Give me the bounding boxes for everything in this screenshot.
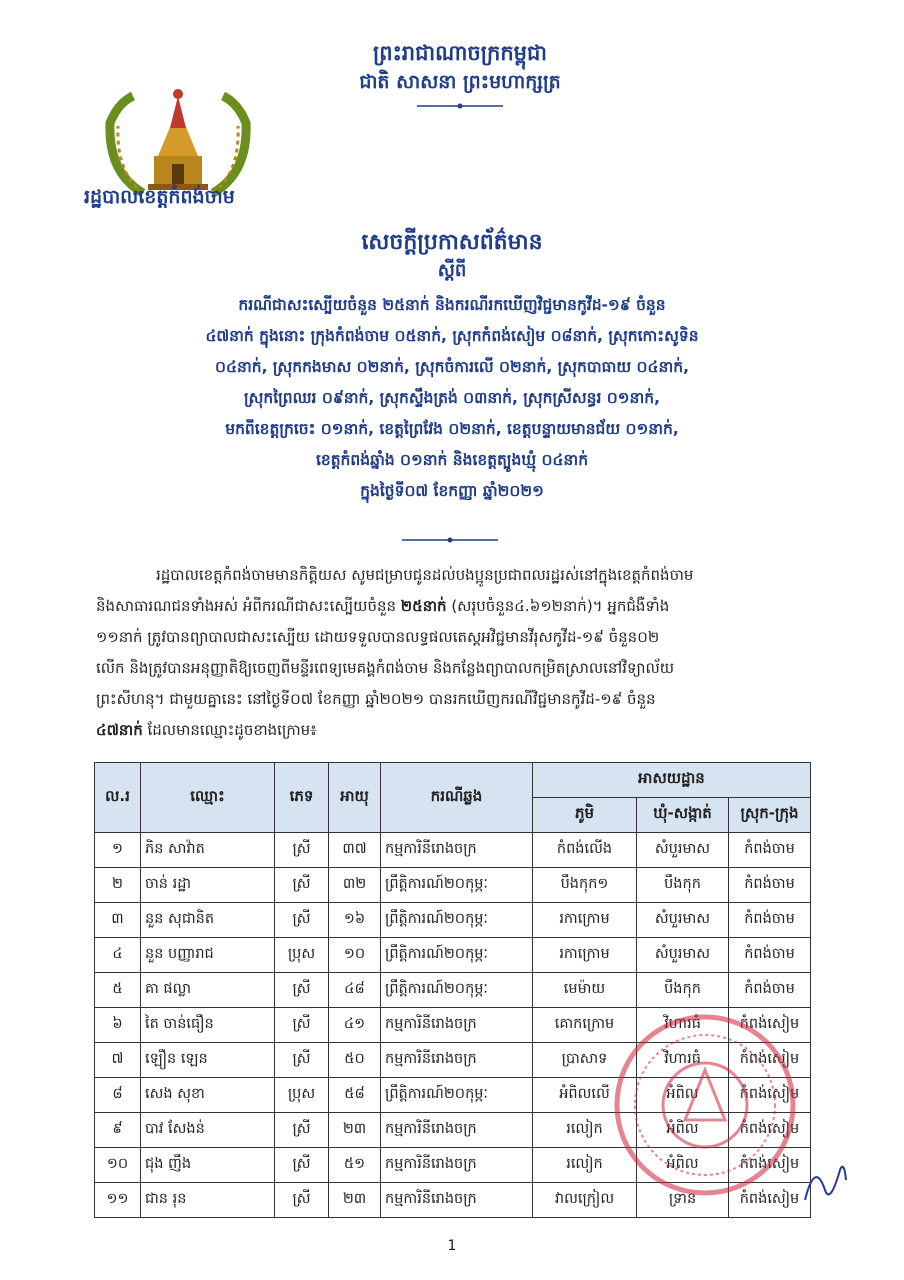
row-no-cell: ១ — [95, 833, 141, 868]
header-district: ស្រុក-ក្រុង — [729, 798, 811, 833]
row-age-cell: ២៣ — [329, 1183, 381, 1218]
row-name-cell: ជាន រុន — [141, 1183, 275, 1218]
row-commune-cell: អំពិល — [637, 1078, 729, 1113]
page-number: 1 — [447, 1238, 457, 1254]
row-commune-cell: ទ្រាន — [637, 1183, 729, 1218]
row-age-cell: ៤៨ — [329, 973, 381, 1008]
row-village-cell: កំពង់លើង — [533, 833, 637, 868]
row-district-cell: កំពង់ចាម — [729, 903, 811, 938]
issuing-authority: រដ្ឋបាលខេត្តកំពង់ចាម — [84, 186, 235, 208]
header-age: អាយុ — [329, 763, 381, 833]
row-no-cell: ១០ — [95, 1148, 141, 1183]
row-no-cell: ៧ — [95, 1043, 141, 1078]
row-sex-cell: ប្រុស — [275, 938, 329, 973]
header-name: ឈ្មោះ — [141, 763, 275, 833]
header-sex: ភេទ — [275, 763, 329, 833]
ornament-divider-icon — [415, 101, 505, 111]
row-village-cell: វាលក្រៀល — [533, 1183, 637, 1218]
motto-line-1: ព្រះរាជាណាចក្រកម្ពុជា — [372, 41, 547, 65]
row-district-cell: កំពង់ចាម — [729, 973, 811, 1008]
cases-table — [94, 762, 811, 1218]
row-case-cell: ព្រឹត្តិការណ៍២០កុម្ភៈ — [381, 973, 533, 1008]
row-sex-cell: ស្រី — [275, 1148, 329, 1183]
body-text-fragment: (សរុបចំនួន៤.៦១២នាក់)។ អ្នកជំងឺទាំង — [446, 597, 670, 615]
row-village-cell: រកាក្រោម — [533, 903, 637, 938]
row-no-cell: ១១ — [95, 1183, 141, 1218]
recovered-count: ២៥នាក់ — [400, 597, 447, 615]
body-line: លើក និងត្រូវបានអនុញ្ញាតិឱ្យចេញពីមន្ទីរពេទ្យមេគង្គកំពង់ចាម និងកន្លែងព្យាបាលកម្រិតស្រាលនៅវិទ្យាល័យ — [96, 659, 675, 677]
table-row — [95, 1043, 811, 1078]
row-name-cell: នួន បញ្ញារាជ — [141, 938, 275, 973]
body-line: ១១នាក់ ត្រូវបានព្យាបាលជាសះស្បើយ ដោយទទួលបានលទ្ធផលតេស្តអវិជ្ជមានវីរុសកូវីដ-១៩ ចំនួន០២ — [96, 628, 660, 646]
row-age-cell: ៥០ — [329, 1043, 381, 1078]
row-sex-cell: ស្រី — [275, 1183, 329, 1218]
row-village-cell: អំពិលលើ — [533, 1078, 637, 1113]
table-row — [95, 833, 811, 868]
row-district-cell: កំពង់សៀម — [729, 1078, 811, 1113]
row-district-cell: កំពង់សៀម — [729, 1183, 811, 1218]
table-row — [95, 1078, 811, 1113]
table-body — [95, 833, 811, 1218]
row-commune-cell: បឹងកុក — [637, 973, 729, 1008]
subject-line: ៤៧នាក់ ក្នុងនោះ ក្រុងកំពង់ចាម ០៥នាក់, ស្រុកកំពង់សៀម ០៨នាក់, ស្រុកកោះសូទិន — [205, 327, 699, 345]
row-name-cell: បាវ សែងន់ — [141, 1113, 275, 1148]
row-sex-cell: ស្រី — [275, 1008, 329, 1043]
row-age-cell: ២៣ — [329, 1113, 381, 1148]
subject-line: ខេត្តកំពង់ឆ្នាំង ០១នាក់ និងខេត្តត្បូងឃ្មុំ ០៤នាក់ — [315, 451, 589, 469]
row-commune-cell: បឹងកុក — [637, 868, 729, 903]
header-no: ល.រ — [95, 763, 141, 833]
row-commune-cell: អំពិល — [637, 1113, 729, 1148]
subject-line: ស្រុកព្រៃឈរ ០៩នាក់, ស្រុកស្ទឹងត្រង់ ០៣នាក់, ស្រុកស្រីសន្ធរ ០១នាក់, — [244, 389, 660, 407]
subject-line: ០៤នាក់, ស្រុកកងមាស ០២នាក់, ស្រុកចំការលើ ០២នាក់, ស្រុកបាធាយ ០៤នាក់, — [215, 358, 689, 376]
row-name-cell: ឡឿន ឡេន — [141, 1043, 275, 1078]
table-row — [95, 1183, 811, 1218]
row-district-cell: កំពង់សៀម — [729, 1008, 811, 1043]
row-age-cell: ៥៨ — [329, 1078, 381, 1113]
row-age-cell: ៥១ — [329, 1148, 381, 1183]
motto-line-2: ជាតិ សាសនា ព្រះមហាក្សត្រ — [359, 71, 561, 93]
row-district-cell: កំពង់ចាម — [729, 938, 811, 973]
row-age-cell: ៣២ — [329, 868, 381, 903]
body-line: រដ្ឋបាលខេត្តកំពង់ចាមមានកិត្តិយស សូមជម្រាបជូនដល់បងប្អូនប្រជាពលរដ្ឋរស់នៅក្នុងខេត្តកំពង់ចាម — [156, 566, 694, 584]
header-case: ករណីឆ្លង — [381, 763, 533, 833]
row-sex-cell: ស្រី — [275, 1043, 329, 1078]
subject-line: ក្នុងថ្ងៃទី០៧ ខែកញ្ញា ឆ្នាំ២០២១ — [360, 482, 544, 500]
row-commune-cell: សំបួរមាស — [637, 938, 729, 973]
title-about: ស្តីពី — [437, 260, 467, 281]
row-case-cell: ព្រឹត្តិការណ៍២០កុម្ភៈ — [381, 903, 533, 938]
row-no-cell: ៩ — [95, 1113, 141, 1148]
row-age-cell: ៤១ — [329, 1008, 381, 1043]
row-case-cell: ព្រឹត្តិការណ៍២០កុម្ភៈ — [381, 1078, 533, 1113]
row-district-cell: កំពង់សៀម — [729, 1043, 811, 1078]
row-commune-cell: អំពិល — [637, 1148, 729, 1183]
subject-line: មកពីខេត្តក្រចេះ ០១នាក់, ខេត្តព្រៃវែង ០២នាក់, ខេត្តបន្ទាយមានជ័យ ០១នាក់, — [225, 420, 679, 438]
row-village-cell: រលៀក — [533, 1148, 637, 1183]
row-commune-cell: វិហារធំ — [637, 1043, 729, 1078]
row-case-cell: ព្រឹត្តិការណ៍២០កុម្ភៈ — [381, 938, 533, 973]
row-village-cell: មេម៉ាយ — [533, 973, 637, 1008]
row-sex-cell: ស្រី — [275, 1113, 329, 1148]
row-no-cell: ៥ — [95, 973, 141, 1008]
table-row — [95, 868, 811, 903]
row-sex-cell: ស្រី — [275, 973, 329, 1008]
row-name-cell: គា ផល្លា — [141, 973, 275, 1008]
subject-line: ករណីជាសះស្បើយចំនួន ២៥នាក់ និងករណីរកឃើញវិជ្ជមានកូវីដ-១៩ ចំនួន — [238, 296, 666, 314]
row-name-cell: ជុង ញឹង — [141, 1148, 275, 1183]
ornament-divider-icon — [400, 535, 500, 545]
body-line: ព្រះសីហនុ។ ជាមួយគ្នានេះ នៅថ្ងៃទី០៧ ខែកញ្ញា ឆ្នាំ២០២១ បានរកឃើញករណីវិជ្ជមានកូវីដ-១៩ ចំនួន — [96, 690, 656, 708]
row-sex-cell: ស្រី — [275, 868, 329, 903]
row-village-cell: គោកក្រោម — [533, 1008, 637, 1043]
row-no-cell: ៤ — [95, 938, 141, 973]
announcement-body — [96, 560, 836, 746]
row-age-cell: ១០ — [329, 938, 381, 973]
body-text-fragment: និងសាធារណជនទាំងអស់ អំពីករណីជាសះស្បើយចំនួន — [96, 597, 401, 615]
row-name-cell: តៃ ចាន់ធឿន — [141, 1008, 275, 1043]
announcement-title — [120, 228, 784, 284]
row-district-cell: កំពង់សៀម — [729, 1148, 811, 1183]
row-case-cell: កម្មការិនីរោងចក្រ — [381, 833, 533, 868]
row-case-cell: ព្រឹត្តិការណ៍២០កុម្ភៈ — [381, 868, 533, 903]
table-row — [95, 1008, 811, 1043]
announcement-subject — [90, 290, 814, 507]
row-case-cell: កម្មការិនីរោងចក្រ — [381, 1043, 533, 1078]
row-case-cell: កម្មការិនីរោងចក្រ — [381, 1183, 533, 1218]
row-village-cell: រកាក្រោម — [533, 938, 637, 973]
row-no-cell: ៦ — [95, 1008, 141, 1043]
row-age-cell: ៣៧ — [329, 833, 381, 868]
row-district-cell: កំពង់ចាម — [729, 868, 811, 903]
row-name-cell: ភិន សាវ៉ាត — [141, 833, 275, 868]
kingdom-motto — [300, 38, 620, 115]
positive-count: ៤៧នាក់ — [96, 721, 143, 739]
row-village-cell: ប្រាសាទ — [533, 1043, 637, 1078]
row-age-cell: ១៦ — [329, 903, 381, 938]
row-village-cell: បឹងកុក១ — [533, 868, 637, 903]
row-sex-cell: ប្រុស — [275, 1078, 329, 1113]
header-commune: ឃុំ-សង្កាត់ — [637, 798, 729, 833]
body-line — [96, 715, 836, 746]
table-row — [95, 1113, 811, 1148]
row-village-cell: រលៀក — [533, 1113, 637, 1148]
title-main: សេចក្តីប្រកាសព័ត៌មាន — [361, 230, 543, 255]
row-sex-cell: ស្រី — [275, 903, 329, 938]
row-no-cell: ២ — [95, 868, 141, 903]
body-text-fragment: ដែលមានឈ្មោះដូចខាងក្រោម៖ — [142, 721, 317, 739]
row-commune-cell: វិហារធំ — [637, 1008, 729, 1043]
row-no-cell: ៣ — [95, 903, 141, 938]
body-line — [96, 591, 836, 622]
row-case-cell: កម្មការិនីរោងចក្រ — [381, 1148, 533, 1183]
row-district-cell: កំពង់សៀម — [729, 1113, 811, 1148]
row-no-cell: ៨ — [95, 1078, 141, 1113]
row-sex-cell: ស្រី — [275, 833, 329, 868]
table-row — [95, 938, 811, 973]
table-row — [95, 973, 811, 1008]
row-name-cell: ចាន់ រដ្ឋា — [141, 868, 275, 903]
header-village: ភូមិ — [533, 798, 637, 833]
row-commune-cell: សំបួរមាស — [637, 903, 729, 938]
row-case-cell: កម្មការិនីរោងចក្រ — [381, 1008, 533, 1043]
table-row — [95, 903, 811, 938]
row-district-cell: កំពង់ចាម — [729, 833, 811, 868]
header-address: អាសយដ្ឋាន — [533, 763, 811, 798]
row-name-cell: នួន សុជានិត — [141, 903, 275, 938]
table-row — [95, 1148, 811, 1183]
row-commune-cell: សំបួរមាស — [637, 833, 729, 868]
row-case-cell: កម្មការិនីរោងចក្រ — [381, 1113, 533, 1148]
row-name-cell: សេង សុខា — [141, 1078, 275, 1113]
